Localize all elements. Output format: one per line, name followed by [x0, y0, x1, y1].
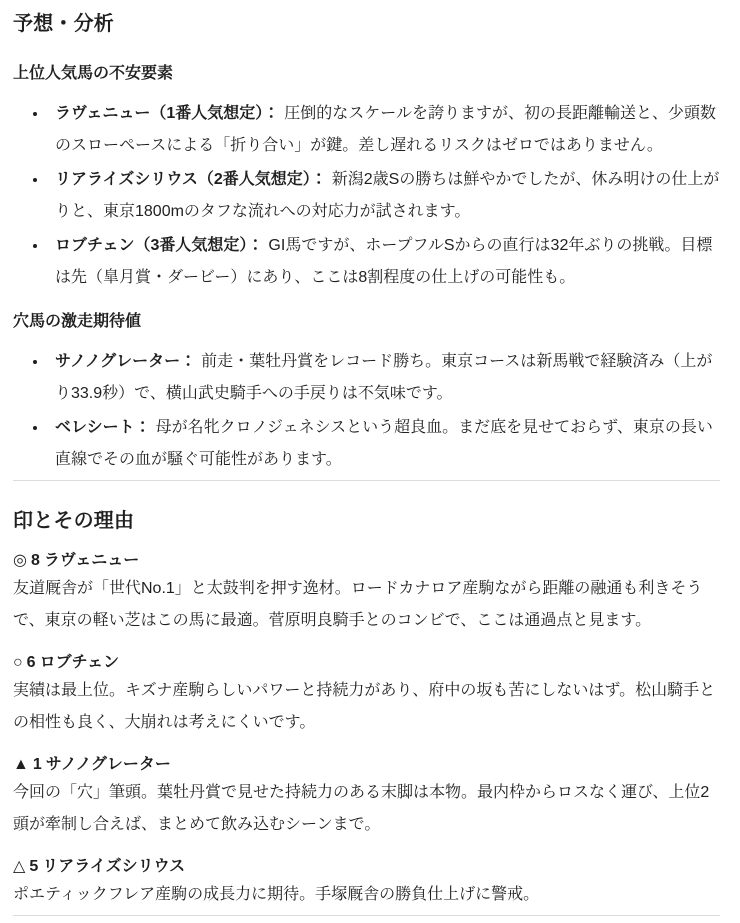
horse-number: 5 — [29, 858, 39, 875]
mark-entry — [13, 855, 720, 911]
subheading-darkhorse-expectation: 穴馬の激走期待値 — [13, 313, 142, 330]
mark-entry-heading — [13, 651, 720, 675]
horse-lead: ラヴェニュー（1番人気想定）： — [55, 105, 280, 122]
horse-comment: 母が名牝クロノジェネシスという超良血。まだ底を見せておらず、東京の長い直線でその血が騒ぐ可能性があります。 — [55, 419, 713, 468]
bullet-dot — [33, 178, 37, 182]
analysis-title: 予想・分析 — [13, 13, 114, 35]
mark-entry — [13, 753, 720, 841]
horse-number: 1 — [32, 756, 42, 773]
horse-lead: ベレシート： — [55, 419, 151, 436]
mark-entry — [13, 651, 720, 739]
tanana-mark: ▲ — [13, 756, 29, 773]
bottom-divider — [13, 915, 720, 916]
horse-name: サノノグレーター — [45, 756, 171, 773]
section-divider — [13, 480, 720, 481]
horse-lead: リアライズシリウス（2番人気想定）： — [55, 171, 327, 188]
mark-entry-heading — [13, 549, 720, 573]
horse-number: 8 — [30, 552, 40, 569]
list-item — [55, 346, 720, 410]
favorites-concerns-list — [13, 98, 720, 294]
mark-entry — [13, 549, 720, 637]
list-item — [55, 164, 720, 228]
renshita-mark: △ — [13, 858, 26, 875]
mark-entry-body: 友道厩舎が「世代No.1」と太鼓判を押す逸材。ロードカナロア産駒ながら距離の融通も利きそうで、東京の軽い芝はこの馬に最適。菅原明良騎手とのコンビで、ここは通過点と見ます。 — [13, 580, 703, 629]
horse-number: 6 — [26, 654, 36, 671]
honmei-mark: ◎ — [13, 552, 27, 569]
horse-name: リアライズシリウス — [42, 858, 186, 875]
mark-entry-heading — [13, 855, 720, 879]
list-item — [55, 98, 720, 162]
bullet-dot — [33, 360, 37, 364]
darkhorse-list — [13, 346, 720, 476]
horse-comment: 新潟2歳Sの勝ちは鮮やかでしたが、休み明けの仕上がりと、東京1800mのタフな流れへの対応力が試されます。 — [55, 171, 720, 220]
list-item — [55, 230, 720, 294]
list-item — [55, 412, 720, 476]
mark-entry-body: 今回の「穴」筆頭。葉牡丹賞で見せた持続力のある末脚は本物。最内枠からロスなく運び、上位2頭が牽制し合えば、まとめて飲み込むシーンまで。 — [13, 784, 710, 833]
horse-comment: GI馬ですが、ホープフルSからの直行は32年ぶりの挑戦。目標は先（皐月賞・ダービー）にあり、ここは8割程度の仕上げの可能性も。 — [55, 237, 713, 286]
bullet-dot — [33, 112, 37, 116]
horse-comment: 圧倒的なスケールを誇りますが、初の長距離輸送と、少頭数のスローペースによる「折り合い」が鍵。差し遅れるリスクはゼロではありません。 — [55, 105, 716, 154]
horse-comment: 前走・葉牡丹賞をレコード勝ち。東京コースは新馬戦で経験済み（上がり33.9秒）で、横山武史騎手への手戻りは不気味です。 — [55, 353, 713, 402]
horse-name: ロブチェン — [39, 654, 120, 671]
horse-lead: サノノグレーター： — [55, 353, 197, 370]
taikou-mark: ○ — [13, 654, 23, 671]
mark-entry-heading — [13, 753, 720, 777]
marks-title: 印とその理由 — [13, 510, 135, 532]
horse-lead: ロブチェン（3番人気想定）： — [55, 237, 264, 254]
horse-name: ラヴェニュー — [43, 552, 140, 569]
mark-entry-body: 実績は最上位。キズナ産駒らしいパワーと持続力があり、府中の坂も苦にしないはず。松山騎手との相性も良く、大崩れは考えにくいです。 — [13, 682, 716, 731]
mark-entry-body: ポエティックフレア産駒の成長力に期待。手塚厩舎の勝負仕上げに警戒。 — [13, 886, 540, 903]
subheading-top-favorites-concerns: 上位人気馬の不安要素 — [13, 65, 174, 82]
bullet-dot — [33, 244, 37, 248]
bullet-dot — [33, 426, 37, 430]
